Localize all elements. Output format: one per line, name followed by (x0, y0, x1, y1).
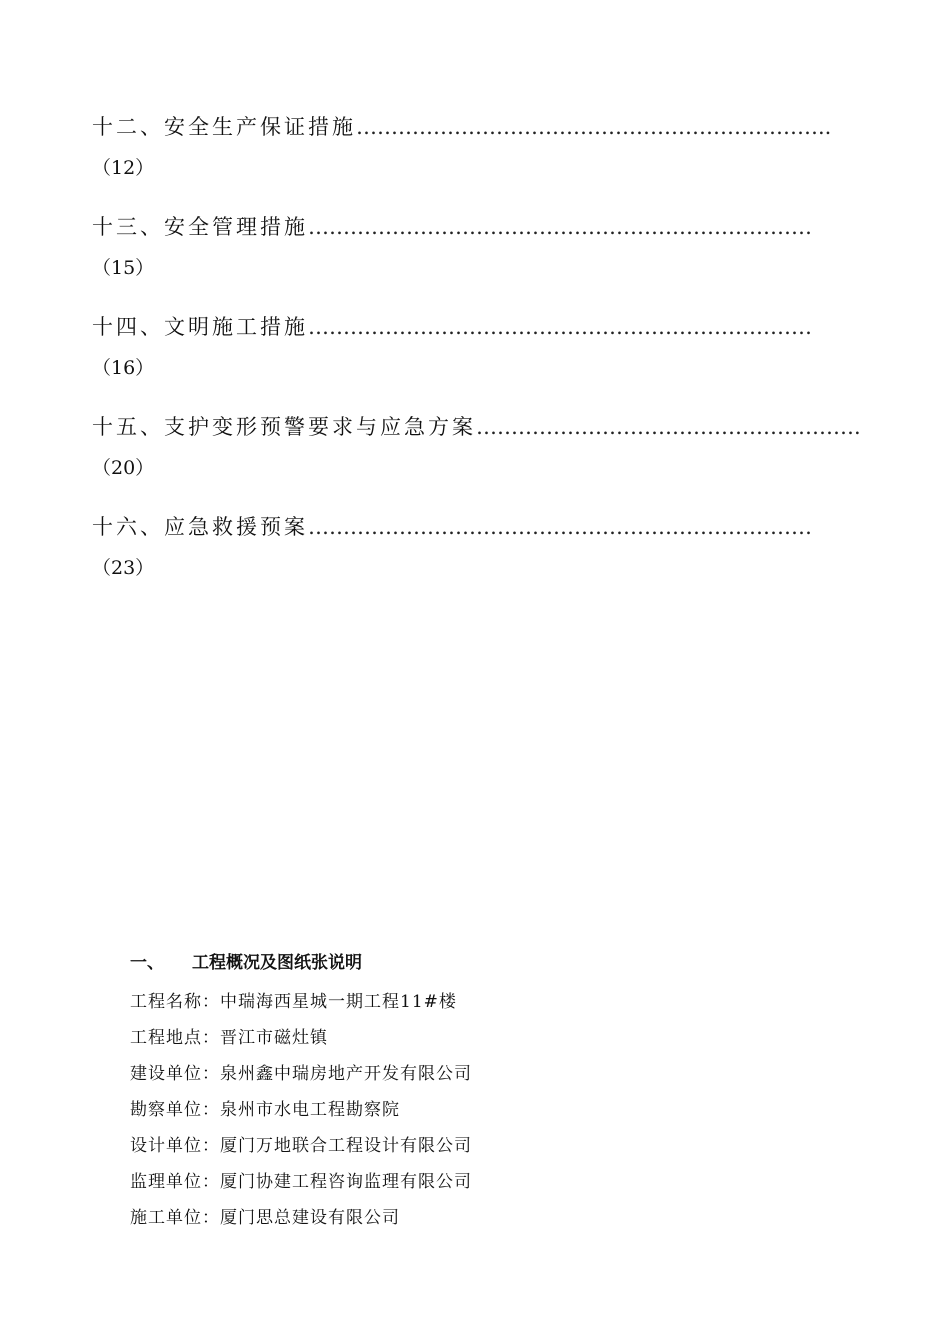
toc-entry-page: （20） (92, 457, 155, 479)
toc-entry-line (92, 307, 862, 347)
toc-entry-title: 十二、安全生产保证措施 (92, 115, 356, 139)
supervision-unit-row: 监理单位：厦门协建工程咨询监理有限公司 (130, 1172, 472, 1192)
project-overview-section (130, 948, 830, 1236)
toc-entry-leader: ………………………………………………. (476, 415, 861, 439)
toc-entry-line (92, 207, 862, 247)
toc-entry-leader: ………………………………………………………….. (356, 115, 832, 139)
toc-entry-title: 十四、文明施工措施 (92, 315, 308, 339)
contractor-unit-row: 施工单位：厦门思总建设有限公司 (130, 1208, 400, 1228)
toc-entry[interactable] (92, 207, 862, 307)
toc-entry-title: 十三、安全管理措施 (92, 215, 308, 239)
toc-entry-page: （23） (92, 557, 155, 579)
toc-entry-line (92, 407, 862, 447)
toc-entry[interactable] (92, 307, 862, 407)
toc-entry-title: 十六、应急救援预案 (92, 515, 308, 539)
toc-entry-line (92, 507, 862, 547)
section-title: 工程概况及图纸张说明 (192, 953, 362, 973)
project-name-row: 工程名称：中瑞海西星城一期工程11#楼 (130, 992, 457, 1012)
toc-entry-page: （15） (92, 257, 155, 279)
project-location-row: 工程地点：晋江市磁灶镇 (130, 1028, 328, 1048)
table-of-contents (92, 107, 862, 607)
toc-entry-title: 十五、支护变形预警要求与应急方案 (92, 415, 476, 439)
design-unit-row: 设计单位：厦门万地联合工程设计有限公司 (130, 1136, 472, 1156)
toc-entry[interactable] (92, 407, 862, 507)
survey-unit-row: 勘察单位：泉州市水电工程勘察院 (130, 1100, 400, 1120)
toc-entry[interactable] (92, 107, 862, 207)
toc-entry-leader: ……………………………………………………………… (308, 315, 812, 339)
toc-entry-line (92, 107, 862, 147)
section-number: 一、 (130, 953, 164, 973)
toc-entry-leader: ……………………………………………………………… (308, 215, 812, 239)
toc-entry-page: （16） (92, 357, 155, 379)
section-heading (130, 948, 830, 978)
toc-entry[interactable] (92, 507, 862, 607)
construction-owner-row: 建设单位：泉州鑫中瑞房地产开发有限公司 (130, 1064, 472, 1084)
toc-entry-page: （12） (92, 157, 155, 179)
toc-entry-leader: ……………………………………………………………… (308, 515, 812, 539)
